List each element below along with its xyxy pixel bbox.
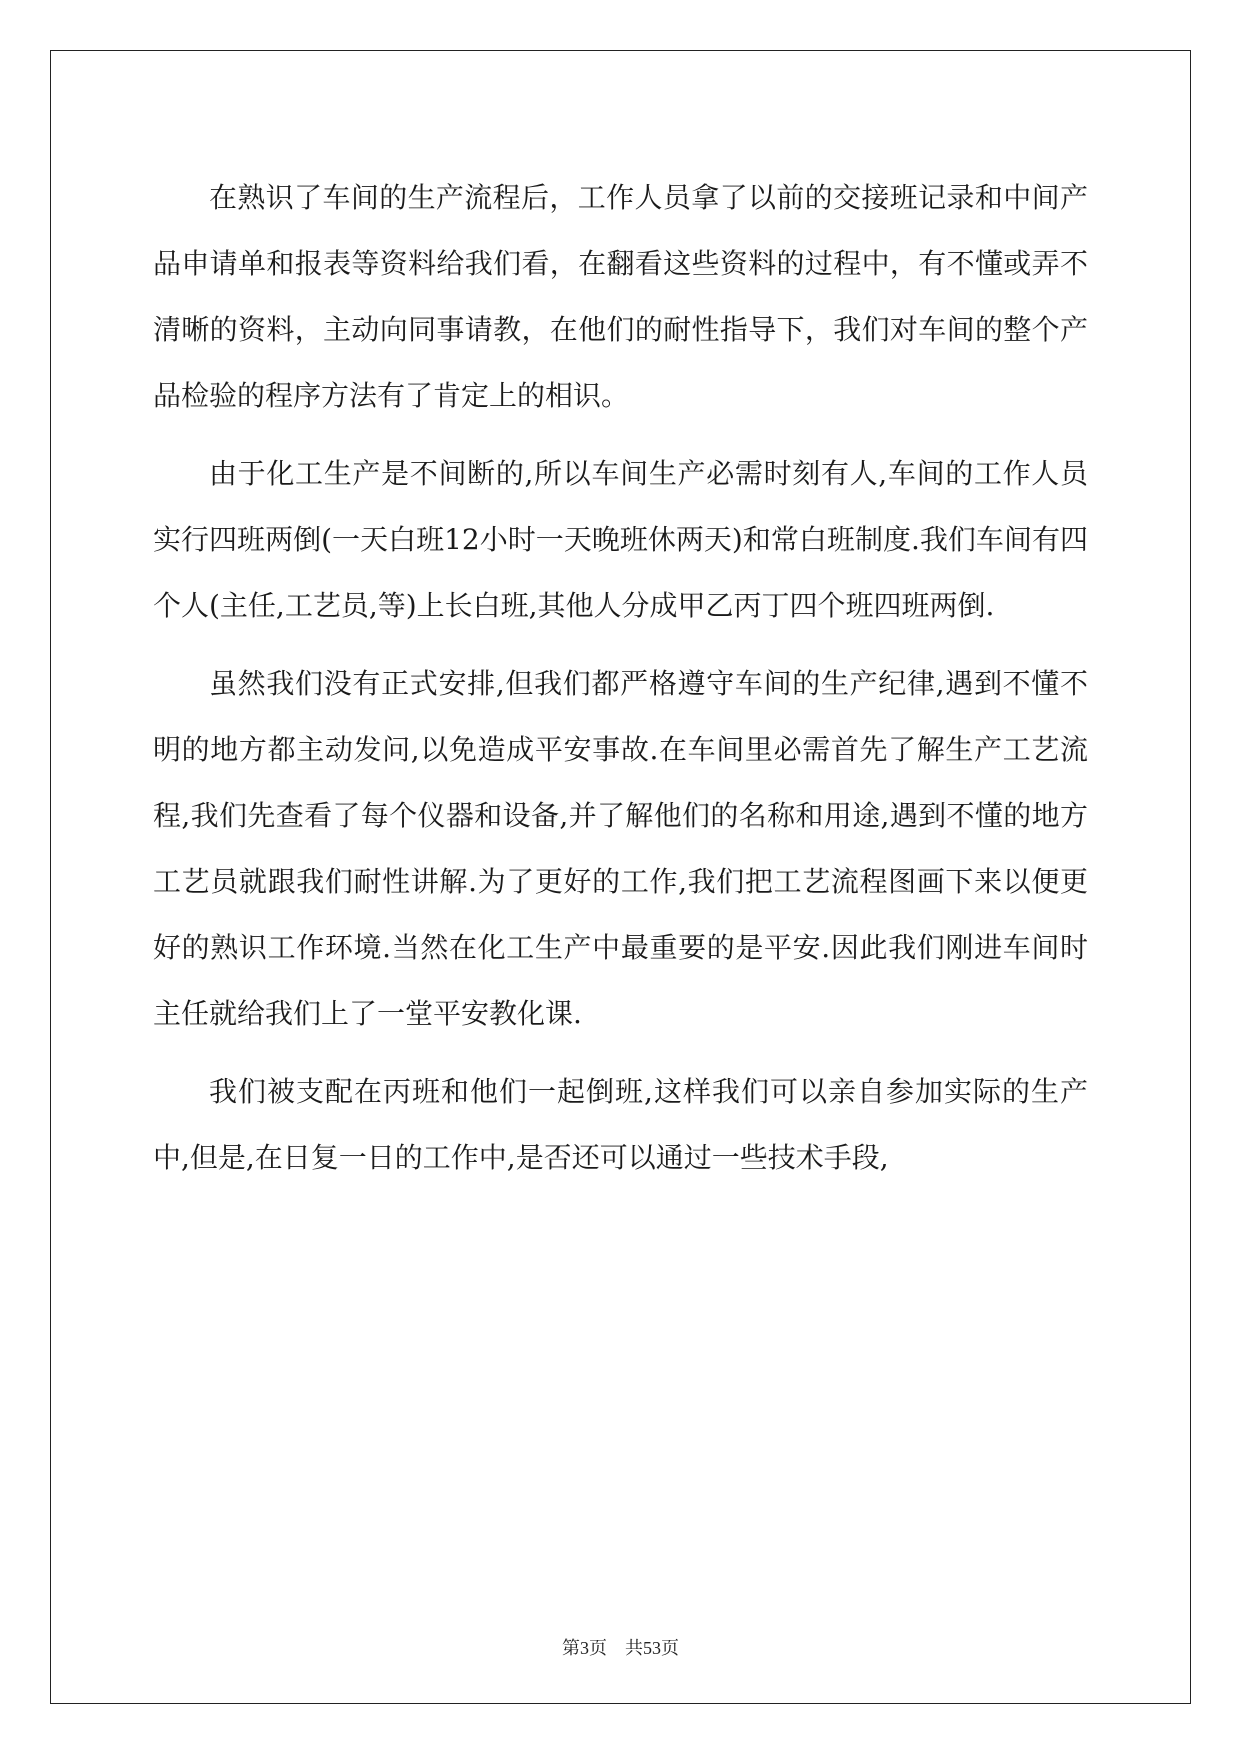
paragraph-1: 在熟识了车间的生产流程后，工作人员拿了以前的交接班记录和中间产品申请单和报表等资料给我们看，在翻看这些资料的过程中，有不懂或弄不清晰的资料，主动向同事请教，在他们的耐性指导下，我们对车间的整个产品检验的程序方法有了肯定上的相识。 <box>153 181 1088 412</box>
paragraph-3: 虽然我们没有正式安排,但我们都严格遵守车间的生产纪律,遇到不懂不明的地方都主动发问,以免造成平安事故.在车间里必需首先了解生产工艺流程,我们先查看了每个仪器和设备,并了解他们的名称和用途,遇到不懂的地方工艺员就跟我们耐性讲解.为了更好的工作,我们把工艺流程图画下来以便更好的熟识工作环境.当然在化工生产中最重要的是平安.因此我们刚进车间时主任就给我们上了一堂平安教化课. <box>153 667 1088 1030</box>
paragraph-4: 我们被支配在丙班和他们一起倒班,这样我们可以亲自参加实际的生产中,但是,在日复一日的工作中,是否还可以通过一些技术手段, <box>153 1075 1088 1174</box>
page-number: 第3页 <box>562 1638 607 1658</box>
paragraph-2: 由于化工生产是不间断的,所以车间生产必需时刻有人,车间的工作人员实行四班两倒(一天白班12小时一天晚班休两天)和常白班制度.我们车间有四个人(主任,工艺员,等)上长白班,其他人分成甲乙丙丁四个班四班两倒. <box>153 457 1088 622</box>
document-body <box>153 165 1088 1203</box>
page-footer <box>0 1634 1241 1660</box>
page-total: 共53页 <box>625 1638 679 1658</box>
